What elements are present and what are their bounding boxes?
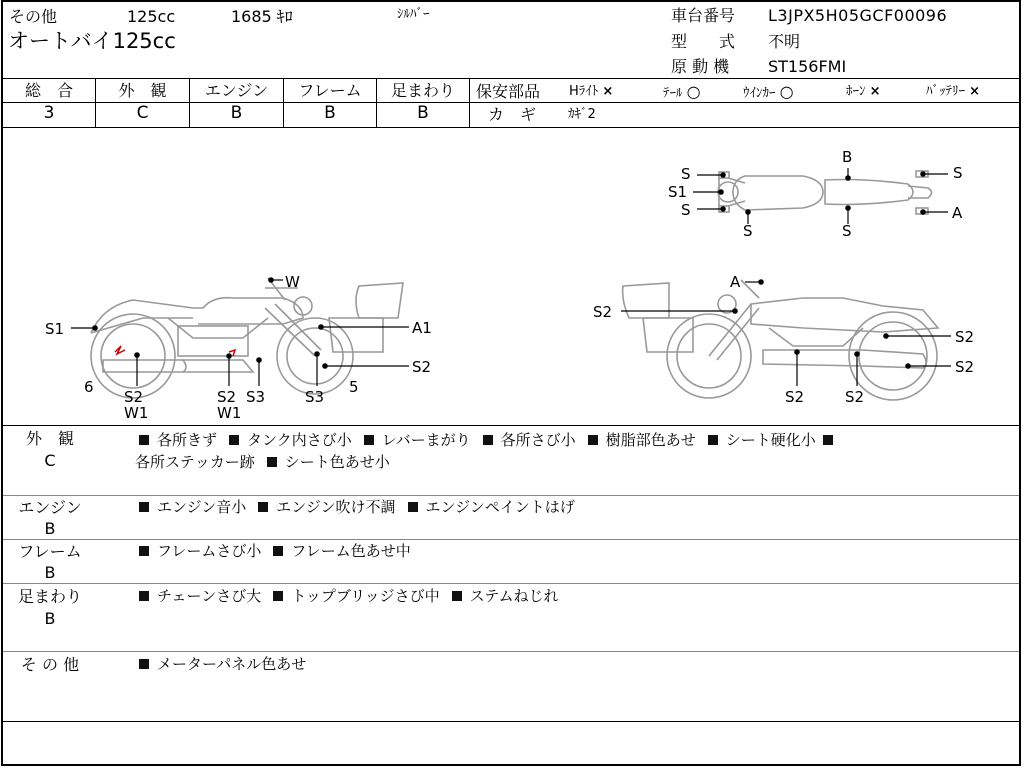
diagram-label: 5	[349, 378, 359, 396]
diagram-label: S	[681, 165, 691, 183]
grade-value-frame: B	[324, 103, 336, 123]
diagram-label: S2	[412, 358, 432, 376]
diagram-label: S2	[217, 388, 237, 406]
diagram-label: S2	[955, 358, 975, 376]
diagram-label: S	[681, 201, 691, 219]
grade-header-exterior: 外 観	[118, 81, 167, 100]
color: ｼﾙﾊﾞｰ	[397, 7, 430, 22]
detail-items: エンジン音小 エンジン吹け不調 エンジンペイントはげ	[137, 496, 1007, 518]
grade-header-overall: 総 合	[24, 81, 73, 100]
safety-item-winker: ｳｲﾝｶｰ ○	[743, 82, 794, 101]
detail-items: チェーンさび大 トップブリッジさび中 ステムねじれ	[137, 585, 1007, 607]
vehicle-type: オートバイ125cc	[8, 29, 176, 53]
diagram-label: S2	[593, 303, 613, 321]
diagram-label: S2	[124, 388, 144, 406]
detail-category: エンジン	[18, 498, 82, 517]
diagram-label: S2	[785, 388, 805, 406]
diagram-label: S3	[246, 388, 266, 406]
grade-value-exterior: C	[136, 103, 149, 123]
diagram-label: S	[842, 222, 852, 240]
detail-grade: B	[44, 519, 56, 538]
category-label: その他	[9, 7, 58, 26]
grade-header-engine: エンジン	[204, 81, 269, 100]
diagram-label: W	[285, 273, 300, 291]
safety-item-battery: ﾊﾞｯﾃﾘｰ ×	[926, 84, 981, 99]
diagram-label: S3	[305, 388, 325, 406]
inspection-sheet	[1, 0, 1021, 766]
detail-items: 各所きず タンク内さび小 レバーまがり 各所さび小 樹脂部色あせ シート硬化小 各所ステッカー跡 シート色あせ小	[137, 429, 1007, 473]
safety-item-headlight: Hﾗｲﾄ ×	[569, 84, 614, 99]
model-value: 不明	[768, 32, 801, 51]
diagram-label: A1	[412, 319, 432, 337]
safety-parts-label: 保安部品	[476, 82, 541, 101]
damage-diagram	[3, 128, 1021, 425]
safety-item-tail: ﾃｰﾙ ○	[663, 82, 701, 101]
detail-category: フレーム	[18, 542, 82, 561]
key-label: カ ギ	[488, 105, 537, 124]
diagram-label: A	[952, 204, 963, 222]
chassis-number: L3JPX5H05GCF00096	[768, 6, 948, 25]
diagram-label: B	[842, 148, 853, 166]
detail-grade: C	[44, 451, 56, 470]
diagram-label: A	[730, 273, 741, 291]
detail-items: フレームさび小 フレーム色あせ中	[137, 540, 1007, 562]
diagram-label: S1	[45, 320, 65, 338]
detail-category: そ の 他	[20, 655, 80, 674]
key-value: ｶｷﾞ2	[568, 107, 596, 122]
diagram-label: S2	[845, 388, 865, 406]
chassis-label: 車台番号	[671, 6, 736, 25]
grade-header-suspension: 足まわり	[390, 81, 455, 100]
detail-grade: B	[44, 609, 56, 628]
diagram-label: W1	[124, 404, 149, 422]
grade-value-overall: 3	[43, 103, 55, 123]
engine-type-label: 原 動 機	[671, 57, 730, 76]
top-view-motorcycle	[718, 171, 932, 214]
detail-items: メーターパネル色あせ	[137, 653, 1007, 675]
grade-value-engine: B	[230, 103, 243, 123]
detail-grade: B	[44, 563, 56, 582]
engine-type-value: ST156FMI	[768, 57, 847, 76]
detail-category: 足まわり	[17, 587, 82, 606]
diagram-label: S	[953, 164, 963, 182]
divider	[3, 78, 1021, 79]
right-side-motorcycle	[623, 280, 938, 400]
diagram-label: S2	[955, 328, 975, 346]
mileage: 1685 ｷﾛ	[231, 7, 293, 26]
diagram-label: S1	[668, 183, 688, 201]
grade-header-frame: フレーム	[298, 81, 362, 100]
diagram-label: 6	[84, 378, 94, 396]
diagram-label: S	[743, 222, 753, 240]
model-label: 型 式	[671, 32, 736, 51]
grade-value-suspension: B	[417, 103, 429, 123]
displacement: 125cc	[127, 7, 176, 26]
detail-category: 外 観	[25, 429, 74, 448]
safety-item-horn: ﾎｰﾝ ×	[846, 84, 881, 99]
diagram-label: W1	[217, 404, 242, 422]
